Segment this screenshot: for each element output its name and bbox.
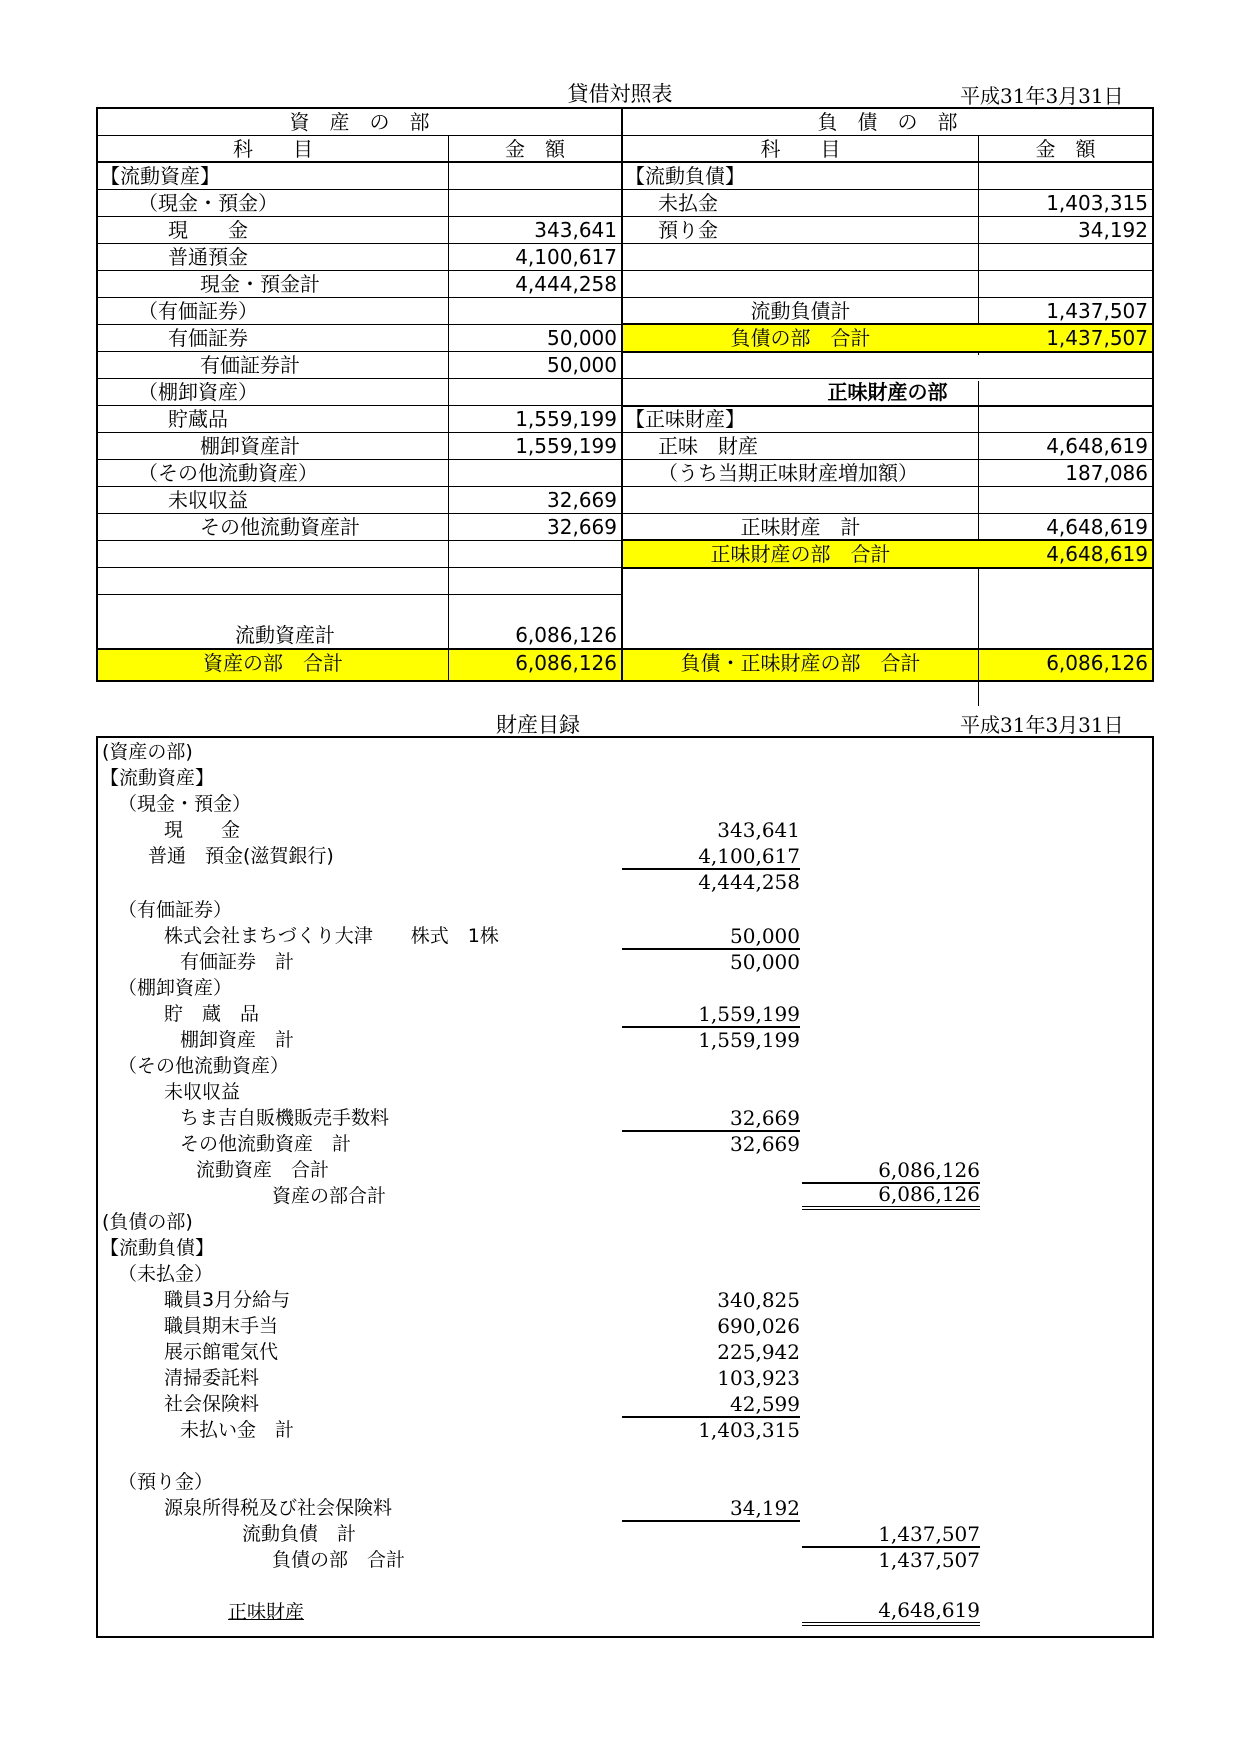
inv-amount: 6,086,126 — [802, 1158, 980, 1184]
row-amount: 4,648,619 — [1046, 515, 1148, 539]
inv-label: 資産の部合計 — [272, 1185, 387, 1207]
inv-amount: 32,669 — [622, 1106, 800, 1132]
inv-label: （未払金） — [118, 1263, 214, 1285]
inventory-title: 財産目録 — [496, 713, 580, 737]
row-label: （有価証券） — [138, 299, 258, 323]
row-label: （現金・預金） — [138, 191, 278, 215]
inv-label: 未払い金 計 — [180, 1419, 295, 1441]
inventory-date: 平成31年3月31日 — [960, 713, 1124, 737]
row-amount: 50,000 — [547, 326, 617, 350]
inventory-box — [96, 736, 1154, 1638]
row-label: 現金・預金計 — [200, 272, 320, 296]
row-amount: 32,669 — [547, 515, 617, 539]
inv-amount: 4,444,258 — [698, 870, 800, 894]
inv-label: 普通 預金(滋賀銀行) — [148, 845, 334, 867]
inv-amount: 1,437,507 — [878, 1548, 980, 1572]
liabilities-total-row — [623, 325, 1152, 351]
col-item-left: 科 目 — [233, 137, 313, 161]
row-label: 預り金 — [658, 218, 718, 242]
row-label: 現 金 — [168, 218, 248, 242]
inv-amount: 1,559,199 — [698, 1028, 800, 1052]
inv-amount: 1,437,507 — [802, 1522, 980, 1548]
inv-amount: 340,825 — [717, 1288, 800, 1312]
inv-amount: 32,669 — [730, 1132, 800, 1156]
row-label: 流動負債計 — [750, 299, 851, 323]
row-label: 未払金 — [658, 191, 718, 215]
inv-label: 棚卸資産 計 — [180, 1029, 295, 1051]
inv-amount: 6,086,126 — [802, 1182, 980, 1210]
inv-label: (負債の部) — [102, 1211, 193, 1233]
row-amount: 1,403,315 — [1046, 191, 1148, 215]
row-amount: 32,669 — [547, 488, 617, 512]
row-amount: 1,437,507 — [1046, 299, 1148, 323]
col-amount-left: 金 額 — [505, 137, 565, 161]
inv-label: 未収収益 — [164, 1081, 241, 1103]
inv-label: 展示館電気代 — [164, 1341, 279, 1363]
inv-amount: 4,648,619 — [802, 1598, 980, 1626]
row-label: 棚卸資産計 — [200, 434, 300, 458]
inv-amount: 50,000 — [622, 924, 800, 950]
row-label: その他流動資産計 — [200, 515, 360, 539]
row-amount: 34,192 — [1078, 218, 1148, 242]
inv-label: 流動負債 計 — [242, 1523, 357, 1545]
assets-total-label: 資産の部 合計 — [98, 650, 448, 680]
inv-label: (資産の部) — [102, 741, 193, 763]
liabilities-total-amount: 1,437,507 — [1046, 326, 1148, 350]
inv-amount: 343,641 — [717, 818, 800, 842]
inv-amount: 690,026 — [717, 1314, 800, 1338]
inv-label: （その他流動資産） — [118, 1055, 290, 1077]
inv-label: 【流動資産】 — [100, 767, 215, 789]
grand-total-label: 負債・正味財産の部 合計 — [623, 650, 978, 680]
inv-amount: 34,192 — [622, 1496, 800, 1522]
row-label: 普通預金 — [168, 245, 248, 269]
inv-label: 源泉所得税及び社会保険料 — [164, 1497, 393, 1519]
inv-label: 現 金 — [164, 819, 241, 841]
grand-total-amount: 6,086,126 — [979, 650, 1152, 680]
row-label: 有価証券計 — [200, 353, 300, 377]
col-amount-right: 金 額 — [1035, 137, 1096, 161]
net-assets-total-row — [623, 541, 1152, 567]
row-label: 【流動資産】 — [100, 164, 220, 188]
row-label: （その他流動資産） — [138, 461, 318, 485]
row-amount: 187,086 — [1065, 461, 1148, 485]
net-assets-total-label: 正味財産の部 合計 — [710, 542, 891, 566]
inv-label: 職員期末手当 — [164, 1315, 279, 1337]
inv-amount: 103,923 — [717, 1366, 800, 1390]
inv-amount: 50,000 — [730, 950, 800, 974]
liabilities-total-label: 負債の部 合計 — [730, 326, 871, 350]
row-amount: 343,641 — [534, 218, 617, 242]
inv-label: 負債の部 合計 — [272, 1549, 406, 1571]
row-amount: 6,086,126 — [515, 623, 617, 647]
col-item-right: 科 目 — [760, 137, 841, 161]
row-label: 流動資産計 — [235, 623, 335, 647]
inv-label: （棚卸資産） — [118, 977, 233, 999]
row-label: （棚卸資産） — [138, 380, 258, 404]
inv-label: （有価証券） — [118, 899, 233, 921]
row-label: 有価証券 — [168, 326, 248, 350]
row-label: 【正味財産】 — [625, 407, 745, 431]
inv-label: （預り金） — [118, 1471, 214, 1493]
inv-label: 貯 蔵 品 — [164, 1003, 260, 1025]
inv-label: その他流動資産 計 — [180, 1133, 352, 1155]
inv-amount: 225,942 — [717, 1340, 800, 1364]
row-label: 【流動負債】 — [625, 164, 745, 188]
row-label: 正味財産 計 — [740, 515, 861, 539]
net-assets-header: 正味財産の部 — [827, 380, 948, 404]
inv-amount: 1,559,199 — [622, 1002, 800, 1028]
inv-amount: 4,100,617 — [622, 844, 800, 870]
row-label: 未収収益 — [168, 488, 248, 512]
row-amount: 4,648,619 — [1046, 434, 1148, 458]
inv-amount: 42,599 — [622, 1392, 800, 1418]
inv-label: 職員3月分給与 — [164, 1289, 291, 1311]
row-label: 貯蔵品 — [168, 407, 228, 431]
assets-header: 資 産 の 部 — [289, 110, 430, 134]
net-assets-total-amount: 4,648,619 — [1046, 542, 1148, 566]
row-amount: 1,559,199 — [515, 407, 617, 431]
row-amount: 4,444,258 — [515, 272, 617, 296]
inv-label: 【流動負債】 — [100, 1237, 215, 1259]
balance-sheet-date: 平成31年3月31日 — [960, 84, 1124, 108]
inv-label: 正味財産 — [228, 1601, 305, 1623]
row-amount: 50,000 — [547, 353, 617, 377]
row-amount: 4,100,617 — [515, 245, 617, 269]
inv-label: 株式会社まちづくり大津 株式 1株 — [164, 925, 499, 947]
row-amount: 1,559,199 — [515, 434, 617, 458]
balance-sheet-title: 貸借対照表 — [567, 82, 673, 106]
inv-label: ちま吉自販機販売手数料 — [180, 1107, 390, 1129]
inv-label: 社会保険料 — [164, 1393, 260, 1415]
balance-sheet-table — [96, 107, 1154, 682]
row-label: （うち当期正味財産増加額） — [658, 461, 918, 485]
row-label: 正味 財産 — [658, 434, 758, 458]
inv-label: 流動資産 合計 — [196, 1159, 330, 1181]
liabilities-header: 負 債 の 部 — [817, 110, 958, 134]
inv-label: 清掃委託料 — [164, 1367, 260, 1389]
assets-total-amount: 6,086,126 — [449, 650, 621, 680]
inv-amount: 1,403,315 — [698, 1418, 800, 1442]
inv-label: 有価証券 計 — [180, 951, 295, 973]
inv-label: （現金・預金） — [118, 793, 252, 815]
